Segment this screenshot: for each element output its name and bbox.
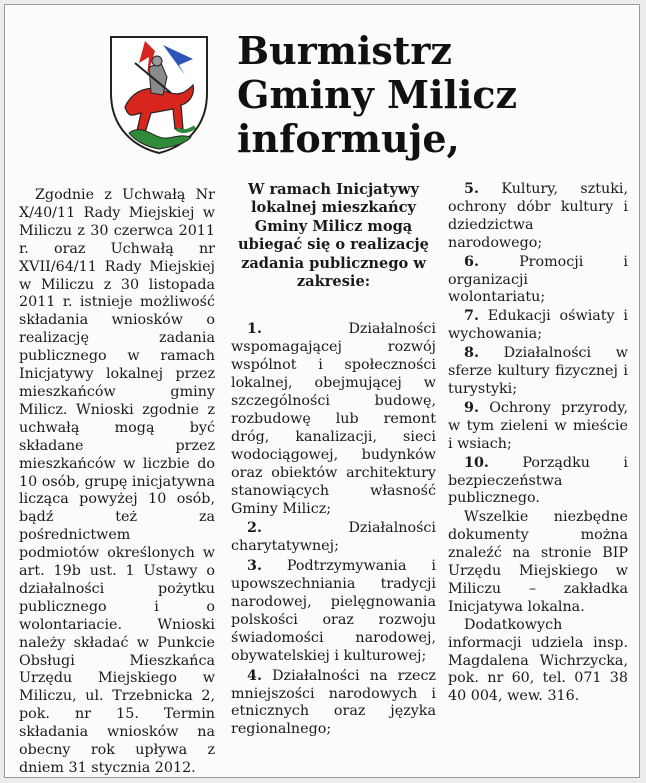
item-text: Działalności w sferze kultury fizycznej i turystyki; (448, 345, 629, 397)
item-number: 1. (247, 321, 262, 338)
item-text: Kultury, sztuki, ochrony dóbr kultury i dziedzictwa narodowego; (448, 181, 628, 251)
notice-page (4, 4, 640, 778)
item-number: 7. (464, 308, 479, 325)
item-text: Działalności charytatywnej; (231, 520, 436, 555)
list-item (448, 400, 628, 454)
headline-line: Gminy Milicz (237, 72, 518, 117)
list-item (231, 668, 436, 740)
item-number: 8. (464, 345, 479, 362)
item-text: Działalności na rzecz mniejszości narodowych i etnicznych oraz języka regionalnego; (231, 667, 436, 738)
item-text: Ochrony przyrody, w tym zieleni w mieście i wsiach; (448, 399, 629, 452)
milicz-coat-of-arms-icon (105, 33, 213, 155)
list-item (231, 558, 436, 665)
item-text: Podtrzymywania i upowszechniania tradycji narodowej, pielęgnowania polskości oraz rozwoju świadomości narodowej, obywatelskiej i kulturowej; (231, 558, 436, 664)
column-more (448, 181, 628, 706)
list-item (231, 321, 436, 518)
item-number: 3. (247, 558, 262, 575)
item-number: 6. (464, 253, 479, 270)
headline-line: Burmistrz (237, 28, 452, 73)
headline-line: informuje, (237, 116, 460, 161)
documents-paragraph: Wszelkie niezbędne dokumenty można znaleźć na stronie BIP Urzędu Miejskiego w Miliczu – zakładka Inicjatywa lokalna. (448, 509, 628, 615)
column-intro (19, 187, 215, 778)
item-number: 4. (247, 667, 262, 684)
item-number: 5. (464, 181, 479, 197)
item-text: Promocji i organizacji wolontariatu; (448, 253, 628, 306)
list-item (448, 254, 628, 308)
list-item (448, 345, 628, 399)
headline (237, 29, 637, 161)
column-scope (231, 181, 436, 741)
contact-paragraph: Dodatkowych informacji udziela insp. Magdalena Wichrzycka, pok. nr 60, tel. 071 38 40 004, wew. 316. (448, 616, 628, 705)
item-text: Porządku i bezpieczeństwa publicznego. (448, 454, 628, 507)
list-item (448, 181, 628, 253)
item-text: Edukacji oświaty i wychowania; (448, 308, 628, 343)
item-number: 9. (464, 399, 479, 416)
scope-lead: W ramach Inicjatywy lokalnej mieszkańcy Gminy Milicz mogą ubiegać się o realizację zadania publicznego w zakresie: (238, 181, 429, 291)
item-number: 10. (464, 454, 489, 471)
list-item (231, 520, 436, 556)
intro-paragraph: Zgodnie z Uchwałą Nr X/40/11 Rady Miejskiej w Miliczu z 30 czerwca 2011 r. oraz Uchwałą nr XVII/64/11 Rady Miejskiej w Miliczu z 30 listopada 2011 r. istnieje możliwość składania wniosków o realizację zadania publicznego w ramach Inicjatywy lokalnej przez mieszkańców gminy Milicz. Wnioski zgodnie z uchwałą mogą być składane przez mieszkańców w liczbie do 10 osób, grupę inicjatywna licząca powyżej 10 osób, bądź też za pośrednictwem podmiotów określonych w art. 19b ust. 1 Ustawy o działalności pożytku publicznego i o wolontariacie. Wnioski należy składać w Punkcie Obsługi Mieszkańca Urzędu Miejskiego w Miliczu, ul. Trzebnicka 2, pok. nr 15. Termin składania wniosków na obecny rok upływa z dniem 31 stycznia 2012. (19, 187, 215, 776)
list-item (448, 455, 628, 509)
item-text: Działalności wspomagającej rozwój wspólnot i społeczności lokalnej, obejmującej w szczególności budowę, rozbudowę lub remont dróg, kanalizacji, sieci wodociągowej, budynków oraz obiektów architektury stanowiących własność Gminy Milicz; (231, 321, 436, 517)
list-item (448, 308, 628, 344)
item-number: 2. (247, 520, 262, 537)
